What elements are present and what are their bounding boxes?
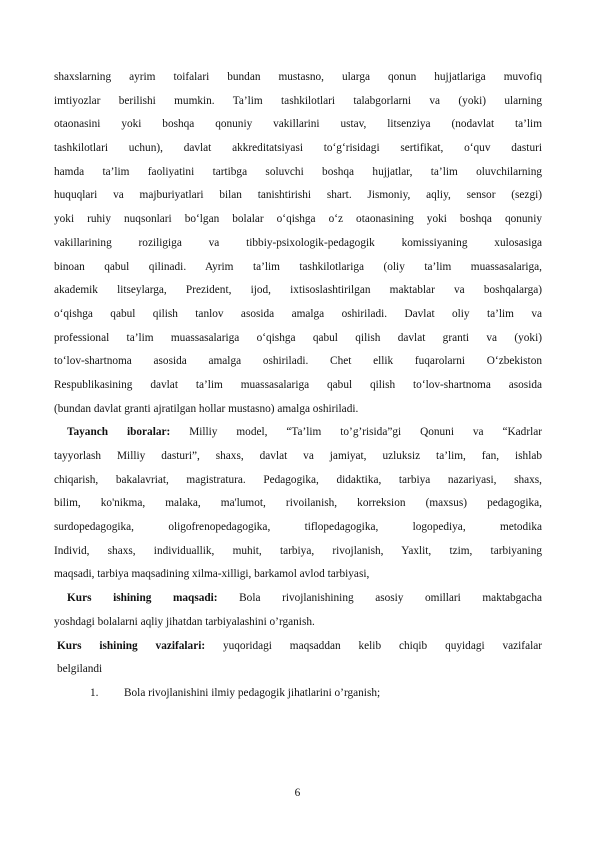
list-text: Bola rivojlanishini ilmiy pedagogik jihatlarini o’rganish; xyxy=(124,686,381,699)
text-line: (bundan davlat granti ajratilgan hollar mustasno) amalga oshiriladi. xyxy=(54,402,359,415)
keywords-first-line xyxy=(54,421,542,445)
text-line: akademik litseylarga, Prezident, ijod, ixtisoslashtirilgan maktablar va boshqalarga) xyxy=(54,284,542,297)
document-page xyxy=(54,66,542,706)
keywords-label: Tayanch iboralar: xyxy=(67,426,171,439)
text-line: tashkilotlari uchun), davlat akkreditatsiyasi to‘g‘risidagi sertifikat, o‘quv dasturi xyxy=(54,142,542,155)
text-line: binoan qabul qilinadi. Ayrim ta’lim tashkilotlariga (oliy ta’lim muassasalariga, xyxy=(54,260,542,273)
paragraph-keywords xyxy=(54,421,542,587)
text-line: otaonasini yoki boshqa qonuniy vakillarini ustav, litsenziya (nodavlat ta’lim xyxy=(54,118,542,131)
tasks-text: yuqoridagi maqsaddan kelib chiqib quyidagi vazifalar xyxy=(205,639,542,652)
tasks-first-line xyxy=(54,635,542,659)
text-line: Individ, shaxs, individuallik, muhit, tarbiya, rivojlanish, Yaxlit, tzim, tarbiyaning xyxy=(54,544,542,557)
text-line: huquqlari va majburiyatlari bilan tanishtirishi shart. Jismoniy, aqliy, sensor (sezgi) xyxy=(54,189,542,202)
text-line: surdopedagogika, oligofrenopedagogika, tiflopedagogika, logopediya, metodika xyxy=(54,521,542,534)
aim-label: Kurs ishining maqsadi: xyxy=(67,592,218,605)
text-line: belgilandi xyxy=(57,663,103,676)
text-line: yoshdagi bolalarni aqliy jihatdan tarbiyalashini o’rganish. xyxy=(54,615,315,628)
text-line: shaxslarning ayrim toifalari bundan mustasno, ularga qonun hujjatlariga muvofiq xyxy=(54,71,542,83)
text-line: Respublikasining davlat ta’lim muassasalariga qabul qilish to‘lov-shartnoma asosida xyxy=(54,378,542,391)
paragraph-admission xyxy=(54,66,542,421)
tasks-label: Kurs ishining vazifalari: xyxy=(57,639,206,652)
aim-text: Bola rivojlanishining asosiy omillari maktabgacha xyxy=(217,592,542,605)
list-item xyxy=(54,682,542,706)
text-line: hamda ta’lim faoliyatini tartibga soluvchi boshqa hujjatlar, ta’lim oluvchilarning xyxy=(54,165,542,178)
text-line: yoki ruhiy nuqsonlari bo‘lgan bolalar o‘qishga o‘z otaonasining yoki boshqa qonuniy xyxy=(54,213,542,226)
keywords-text: Milliy model, “Ta’lim to’g’risida”gi Qonuni va “Kadrlar xyxy=(170,426,542,439)
aim-first-line xyxy=(54,587,542,611)
text-line: tayyorlash Milliy dasturi”, shaxs, davlat va jamiyat, uzluksiz ta’lim, fan, ishlab xyxy=(54,450,542,462)
text-line: maqsadi, tarbiya maqsadining xilma-xilligi, barkamol avlod tarbiyasi, xyxy=(54,568,370,581)
text-line: professional ta’lim muassasalariga o‘qishga qabul qilish davlat granti va (yoki) xyxy=(54,331,542,344)
text-line: o‘qishga qabul qilish tanlov asosida amalga oshiriladi. Davlat oliy ta’lim va xyxy=(54,307,542,320)
text-line: bilim, ko'nikma, malaka, ma'lumot, rivoilanish, korreksion (maxsus) pedagogika, xyxy=(54,497,542,510)
text-line: to‘lov-shartnoma asosida amalga oshiriladi. Chet ellik fuqarolarni O‘zbekiston xyxy=(54,355,542,368)
text-line: vakillarining roziligiga va tibbiy-psixologik-pedagogik komissiyaning xulosasiga xyxy=(54,236,542,249)
paragraph-aim xyxy=(54,587,542,634)
text-line: imtiyozlar berilishi mumkin. Ta’lim tashkilotlari talabgorlarni va (yoki) ularning xyxy=(54,94,542,107)
paragraph-tasks xyxy=(54,635,542,682)
text-line: chiqarish, bakalavriat, magistratura. Pedagogika, didaktika, tarbiya nazariyasi, shaxs, xyxy=(54,473,542,486)
page-number: 6 xyxy=(294,787,301,799)
list-number: 1. xyxy=(90,686,99,699)
